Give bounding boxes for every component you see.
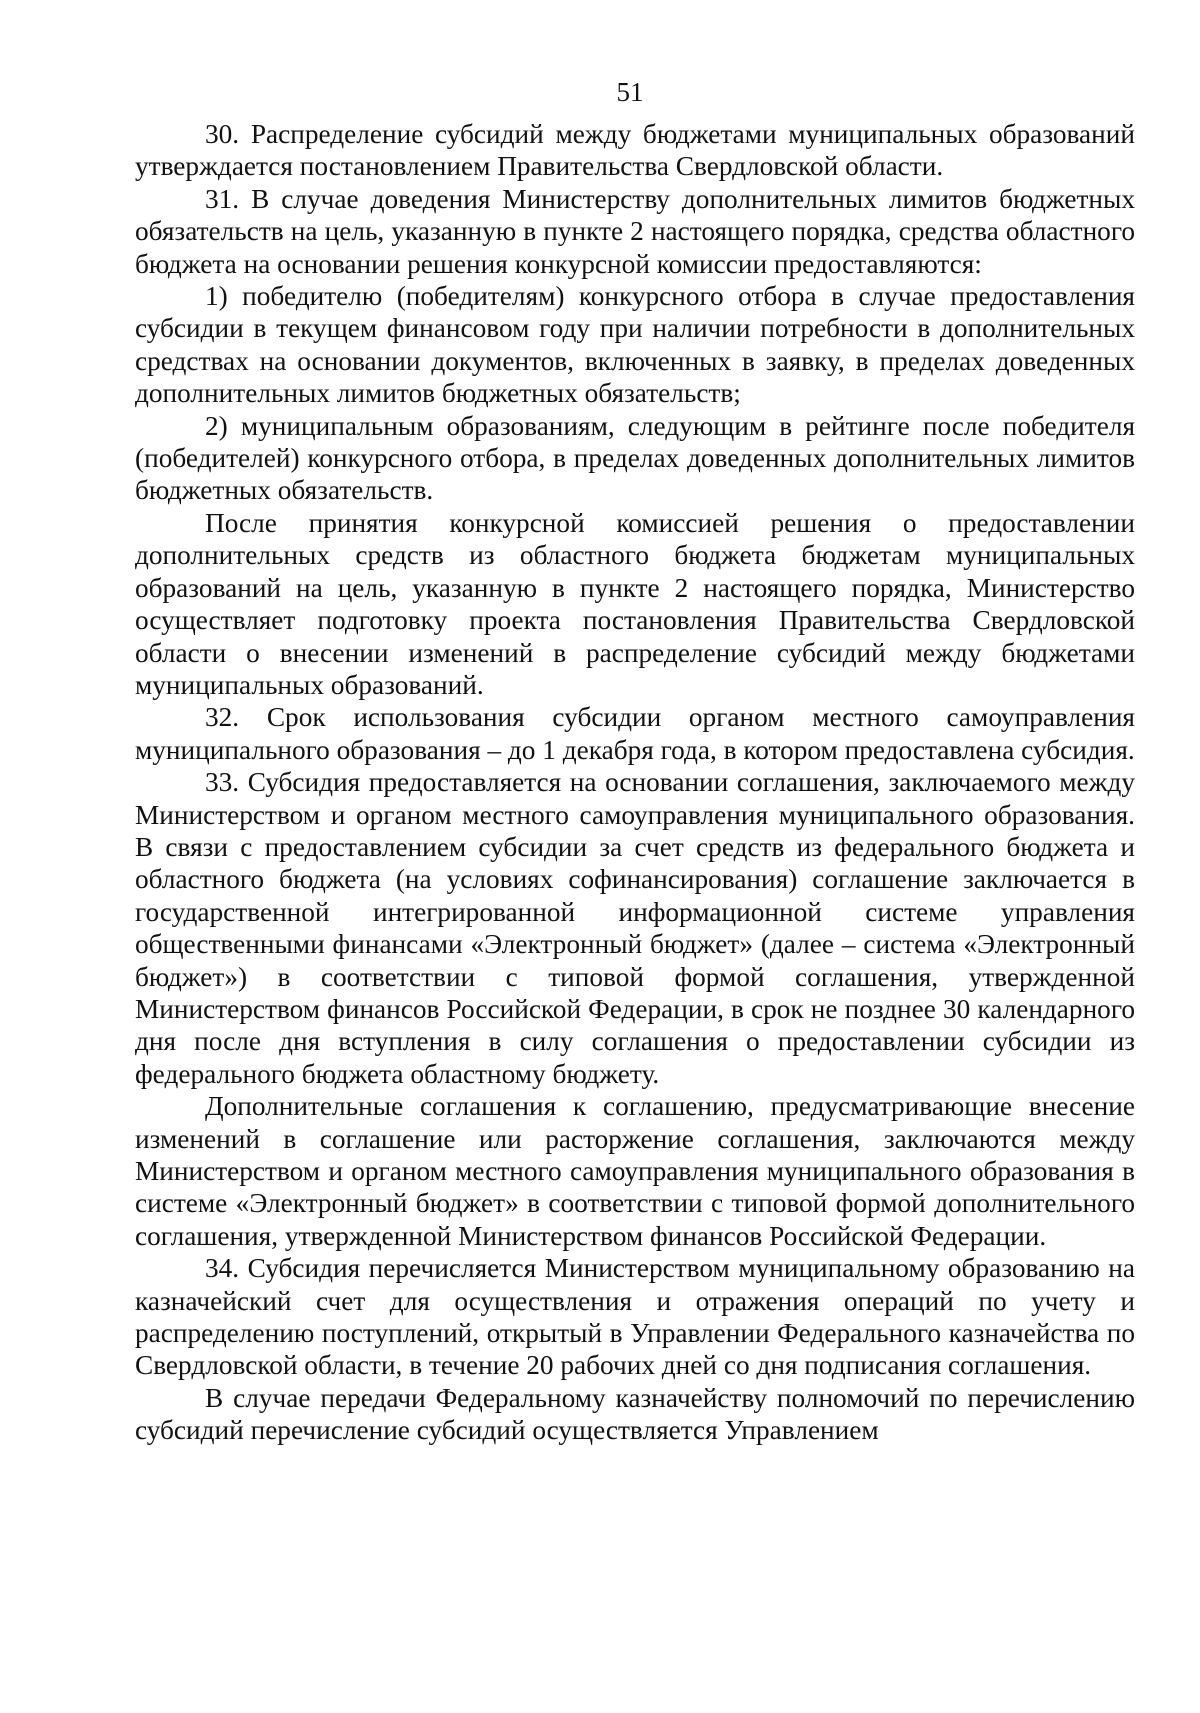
- paragraph-31-item-2: 2) муниципальным образованиям, следующим в рейтинге после победителя (победителей) конкурсного отбора, в пределах доведенных дополнительных лимитов бюджетных обязательств.: [135, 410, 1135, 506]
- paragraph-34: 34. Субсидия перечисляется Министерством муниципальному образованию на казначейский счет для осуществления и отражения операций по учету и распределению поступлений, открытый в Управлении Федерального казначейства по Свердловской области, в течение 20 рабочих дней со дня подписания соглашения.: [135, 1253, 1135, 1381]
- paragraph-33-additional: Дополнительные соглашения к соглашению, предусматривающие внесение изменений в соглашение или расторжение соглашения, заключаются между Министерством и органом местного самоуправления муниципального образования в системе «Электронный бюджет» в соответствии с типовой формой дополнительного соглашения, утвержденной Министерством финансов Российской Федерации.: [135, 1091, 1135, 1251]
- paragraph-30: 30. Распределение субсидий между бюджетами муниципальных образований утверждается постановлением Правительства Свердловской области.: [135, 119, 1135, 182]
- paragraph-33: 33. Субсидия предоставляется на основании соглашения, заключаемого между Министерством и органом местного самоуправления муниципального образования. В связи с предоставлением субсидии за счет средств из федерального бюджета и областного бюджета (на условиях софинансирования) соглашение заключается в государственной интегрированной информационной системе управления общественными финансами «Электронный бюджет» (далее – система «Электронный бюджет») в соответствии с типовой формой соглашения, утвержденной Министерством финансов Российской Федерации, в срок не позднее 30 календарного дня после дня вступления в силу соглашения о предоставлении субсидии из федерального бюджета областному бюджету.: [135, 767, 1135, 1089]
- page-number: 51: [616, 77, 644, 107]
- paragraph-31-additional: После принятия конкурсной комиссией решения о предоставлении дополнительных средств из областного бюджета бюджетам муниципальных образований на цель, указанную в пункте 2 настоящего порядка, Министерство осуществляет подготовку проекта постановления Правительства Свердловской области о внесении изменений в распределение субсидий между бюджетами муниципальных образований.: [135, 507, 1135, 700]
- paragraph-31: 31. В случае доведения Министерству дополнительных лимитов бюджетных обязательств на цель, указанную в пункте 2 настоящего порядка, средства областного бюджета на основании решения конкурсной комиссии предоставляются:: [135, 183, 1135, 279]
- paragraph-32: 32. Срок использования субсидии органом местного самоуправления муниципального образования – до 1 декабря года, в котором предоставлена субсидия.: [135, 702, 1135, 765]
- paragraph-31-item-1: 1) победителю (победителям) конкурсного отбора в случае предоставления субсидии в текущем финансовом году при наличии потребности в дополнительных средствах на основании документов, включенных в заявку, в пределах доведенных дополнительных лимитов бюджетных обязательств;: [135, 281, 1135, 409]
- paragraph-34-continuation: В случае передачи Федеральному казначейству полномочий по перечислению субсидий перечисление субсидий осуществляется Управлением: [135, 1382, 1135, 1446]
- document-body: [135, 118, 1135, 1447]
